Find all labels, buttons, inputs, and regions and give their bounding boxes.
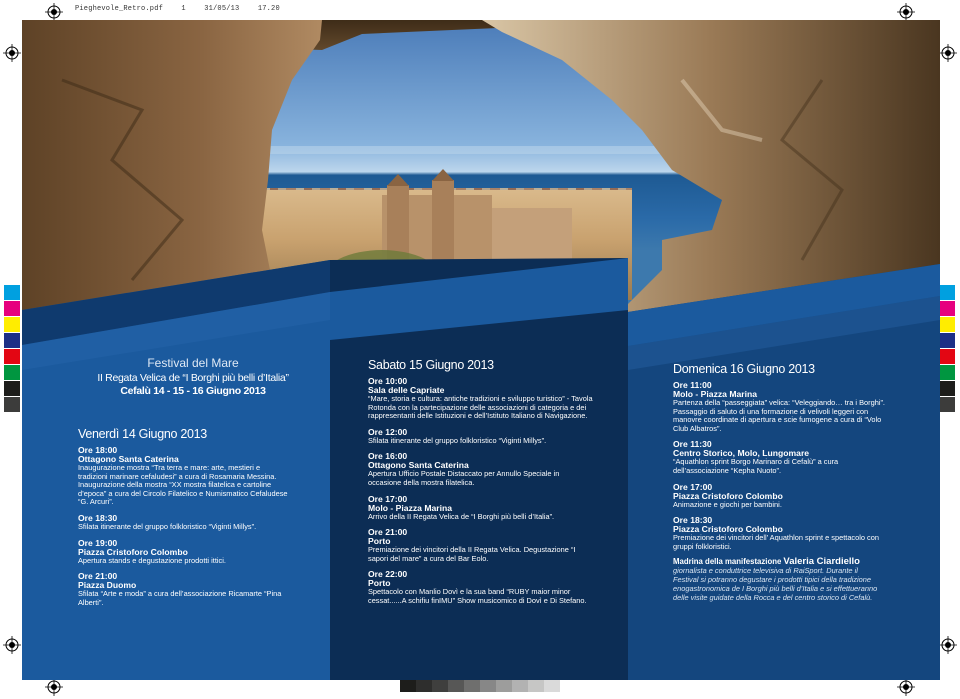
day-heading: Sabato 15 Giugno 2013 [368, 358, 494, 372]
event [78, 539, 288, 566]
event [368, 377, 594, 421]
event-time: Ore 16:00 [368, 451, 408, 462]
registration-mark-icon [897, 678, 915, 696]
event-place: Piazza Cristoforo Colombo [673, 524, 783, 535]
madrina-paragraph [673, 558, 885, 602]
gray-control-bar [400, 678, 560, 692]
event [673, 381, 885, 433]
slug-time: 17.20 [257, 5, 280, 13]
day-heading: Venerdì 14 Giugno 2013 [78, 427, 207, 441]
event-time: Ore 18:30 [673, 515, 713, 526]
registration-mark-icon [3, 44, 21, 62]
slug-page: 1 [181, 5, 186, 13]
event [368, 570, 594, 605]
registration-mark-icon [3, 636, 21, 654]
event-time: Ore 22:00 [368, 569, 408, 580]
registration-mark-icon [897, 3, 915, 21]
color-control-bar-left [4, 285, 20, 413]
event-text: Premiazione dei vincitori dell’ Aquathlon sprint e spettacolo con gruppi folkloristici. [673, 533, 879, 551]
festival-subtitle: II Regata Velica de “I Borghi più belli d’Italia” [97, 372, 289, 384]
event-place: Sala delle Capriate [368, 385, 445, 395]
event [368, 528, 594, 563]
event [78, 446, 288, 507]
event-time: Ore 17:00 [368, 493, 408, 504]
event-text: Animazione e giochi per bambini. [673, 499, 782, 509]
event [673, 516, 885, 551]
event [368, 495, 594, 522]
event-text: Apertura stands e degustazione prodotti ittici. [78, 555, 226, 565]
event-place: Molo - Piazza Marina [368, 502, 453, 513]
slug-file: Pieghevole_Retro.pdf [75, 5, 164, 13]
festival-title-block [78, 356, 308, 398]
event [368, 452, 594, 487]
event-text: Partenza della “passeggiata” velica: “Veleggiando… tra i Borghi”. Passaggio di saluto di una formazione di velivoli leggeri con manovre coordinate di apertura e scie fumogene a cura di “Volo Club Albatros”. [673, 398, 885, 433]
event-text: “Aquathlon sprint Borgo Marinaro di Cefalù” a cura dell’associazione “Kepha Nuoto”. [673, 457, 839, 475]
event-text: Sfilata itinerante del gruppo folkloristico “Viginti Millys”. [368, 435, 547, 445]
event-text: Spettacolo con Manlio Dovì e la sua band “RUBY maior minor cessat......A schifiu finIMU” Show musicomico di Dovì e Di Stefano. [368, 587, 587, 605]
event [78, 514, 288, 532]
event-place: Porto [368, 578, 391, 589]
event-time: Ore 11:00 [673, 380, 712, 390]
festival-dates: Cefalù 14 - 15 - 16 Giugno 2013 [120, 385, 266, 397]
event-time: Ore 11:30 [673, 439, 712, 450]
event-place: Piazza Duomo [78, 580, 137, 591]
event-time: Ore 18:30 [78, 512, 118, 523]
color-control-bar-right [939, 285, 955, 413]
event-time: Ore 17:00 [673, 481, 713, 492]
event-time: Ore 21:00 [368, 527, 408, 538]
event-place: Molo - Piazza Marina [673, 389, 758, 399]
registration-mark-icon [45, 3, 63, 21]
event-text: Premiazione dei vincitori della II Regata Velica. Degustazione “I sapori del mare” a cura del Bar Eolo. [368, 545, 576, 563]
day-heading: Domenica 16 Giugno 2013 [673, 362, 815, 376]
registration-mark-icon [45, 678, 63, 696]
madrina-name: Valeria Ciardiello [783, 556, 860, 568]
slug-date: 31/05/13 [204, 5, 240, 13]
event-place: Ottagono Santa Caterina [368, 460, 469, 471]
event-time: Ore 10:00 [368, 376, 408, 386]
event-place: Porto [368, 536, 391, 547]
festival-title: Festival del Mare [147, 356, 239, 370]
event-time: Ore 18:00 [78, 445, 118, 455]
column-domenica [673, 362, 885, 602]
event-place: Centro Storico, Molo, Lungomare [673, 448, 810, 459]
column-venerdi [78, 427, 288, 614]
event [368, 428, 594, 446]
madrina-label: Madrina della manifestazione [673, 557, 782, 567]
event-time: Ore 21:00 [78, 571, 118, 582]
event-time: Ore 19:00 [78, 537, 118, 548]
registration-mark-icon [939, 636, 957, 654]
event-time: Ore 12:00 [368, 426, 408, 437]
event-place: Piazza Cristoforo Colombo [673, 490, 783, 501]
event-text: Apertura Ufficio Postale Distaccato per Annullo Speciale in occasione della mostra filatelica. [368, 469, 560, 487]
column-sabato [368, 358, 594, 613]
registration-mark-icon [939, 44, 957, 62]
event-place: Piazza Cristoforo Colombo [78, 546, 188, 557]
event-text: “Mare, storia e cultura: antiche tradizioni e sviluppo turistico” - Tavola Rotonda con la partecipazione delle associazioni di categoria e dei rappresentanti delle Istituzioni e dell’Istituto Italiano di Navigazione. [368, 394, 593, 421]
event-place: Ottagono Santa Caterina [78, 454, 179, 464]
event-text: Sfilata “Arte e moda” a cura dell’associazione Ricamarte “Pina Alberti”. [78, 589, 282, 607]
event-text: Arrivo della II Regata Velica de “I Borghi più belli d’Italia”. [368, 511, 555, 521]
event [78, 572, 288, 607]
event-text: Inaugurazione mostra “Tra terra e mare: arte, mestieri e tradizioni marinare cefaludesi” a cura di Rosamaria Messina. Inaugurazione della mostra “XX mostra filatelica e cartoline d’epoca” a cura del Circolo Filatelico e Numismatico Cefaludese “G. Arcuri”. [78, 463, 288, 507]
event [673, 440, 885, 475]
print-slug [75, 5, 294, 13]
brochure-sheet [22, 20, 940, 680]
event [673, 483, 885, 510]
event-text: Sfilata itinerante del gruppo folkloristico “Viginti Millys”. [78, 521, 257, 531]
madrina-text: giornalista e conduttrice televisiva di RaiSport. Durante il Festival si potranno degustare i prodotti tipici della tradizione enogastronomica de I Borghi più belli d’Italia e si effettueranno delle visite guidate della Rocca e del centro storico di Cefalù. [673, 566, 878, 602]
